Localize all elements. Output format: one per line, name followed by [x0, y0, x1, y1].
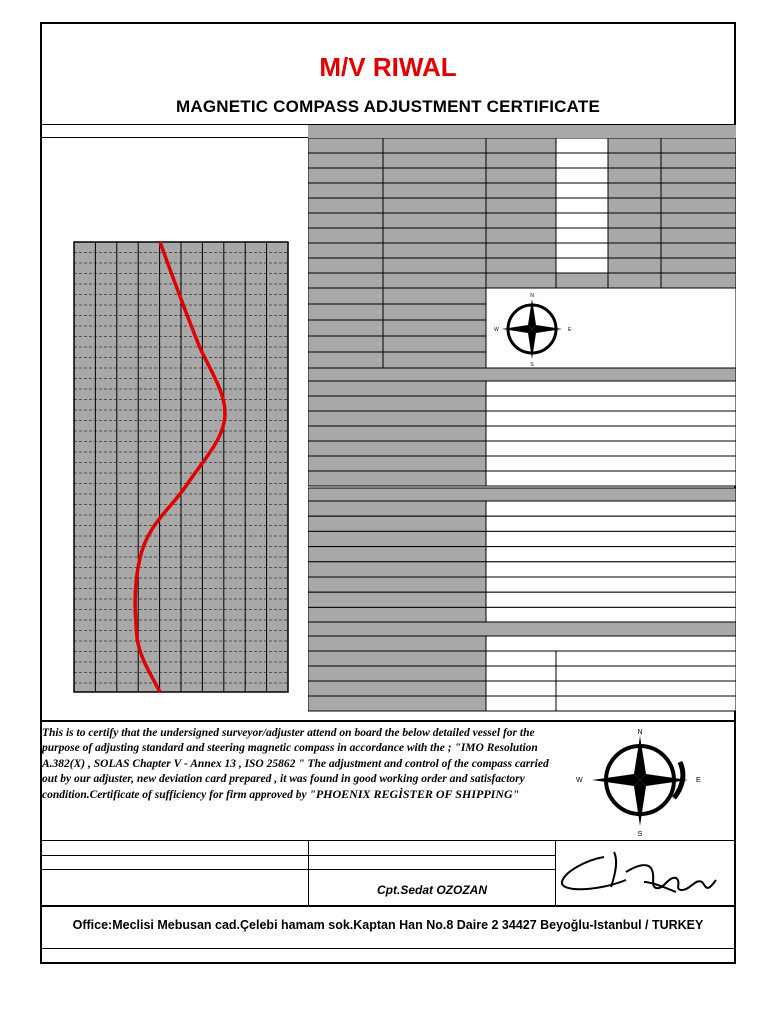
compass-n-label: N	[530, 293, 534, 299]
compass-rose-icon	[490, 289, 574, 367]
particulars-table	[308, 138, 736, 720]
deviation-graph	[40, 138, 308, 718]
certification-body: This is to certify that the undersigned surveyor/adjuster attend on board the below detailed vessel for the purpose of adjusting standard and steering magnetic compass in accordance with the ; "IMO Resolution A.382(X) , SOLAS Chapter V - Annex 13 , ISO 25862 " The adjustment and control of the compass carried out by our adjuster, new deviation card prepared , it was found in good working order and satisfactory condition.Certificate of sufficiency for firm approved by "	[42, 727, 549, 802]
signature-image	[556, 842, 734, 904]
table-header-bar	[308, 124, 736, 139]
signatory-name: Cpt.Sedat OZOZAN	[377, 883, 487, 897]
certificate-title: MAGNETIC COMPASS ADJUSTMENT CERTIFICATE	[176, 97, 600, 116]
compass-e-label: E	[568, 327, 572, 333]
ship-name: M/V RIWAL	[319, 52, 457, 82]
office-address: Office:Meclisi Mebusan cad.Çelebi hamam sok.Kaptan Han No.8 Daire 2 34427 Beyoğlu-Istanbul / TURKEY	[72, 918, 704, 932]
compass-large-w-label: W	[576, 777, 583, 784]
compass-large-s-label: S	[637, 831, 643, 838]
compass-large-e-label: E	[696, 777, 701, 784]
compass-s-label: S	[530, 362, 534, 367]
compass-w-label: W	[494, 327, 499, 333]
compass-rose-large-icon	[570, 726, 720, 838]
approving-firm: PHOENIX REGİSTER OF SHIPPING"	[315, 787, 520, 802]
certification-text	[42, 726, 552, 803]
compass-large-n-label: N	[637, 729, 643, 736]
